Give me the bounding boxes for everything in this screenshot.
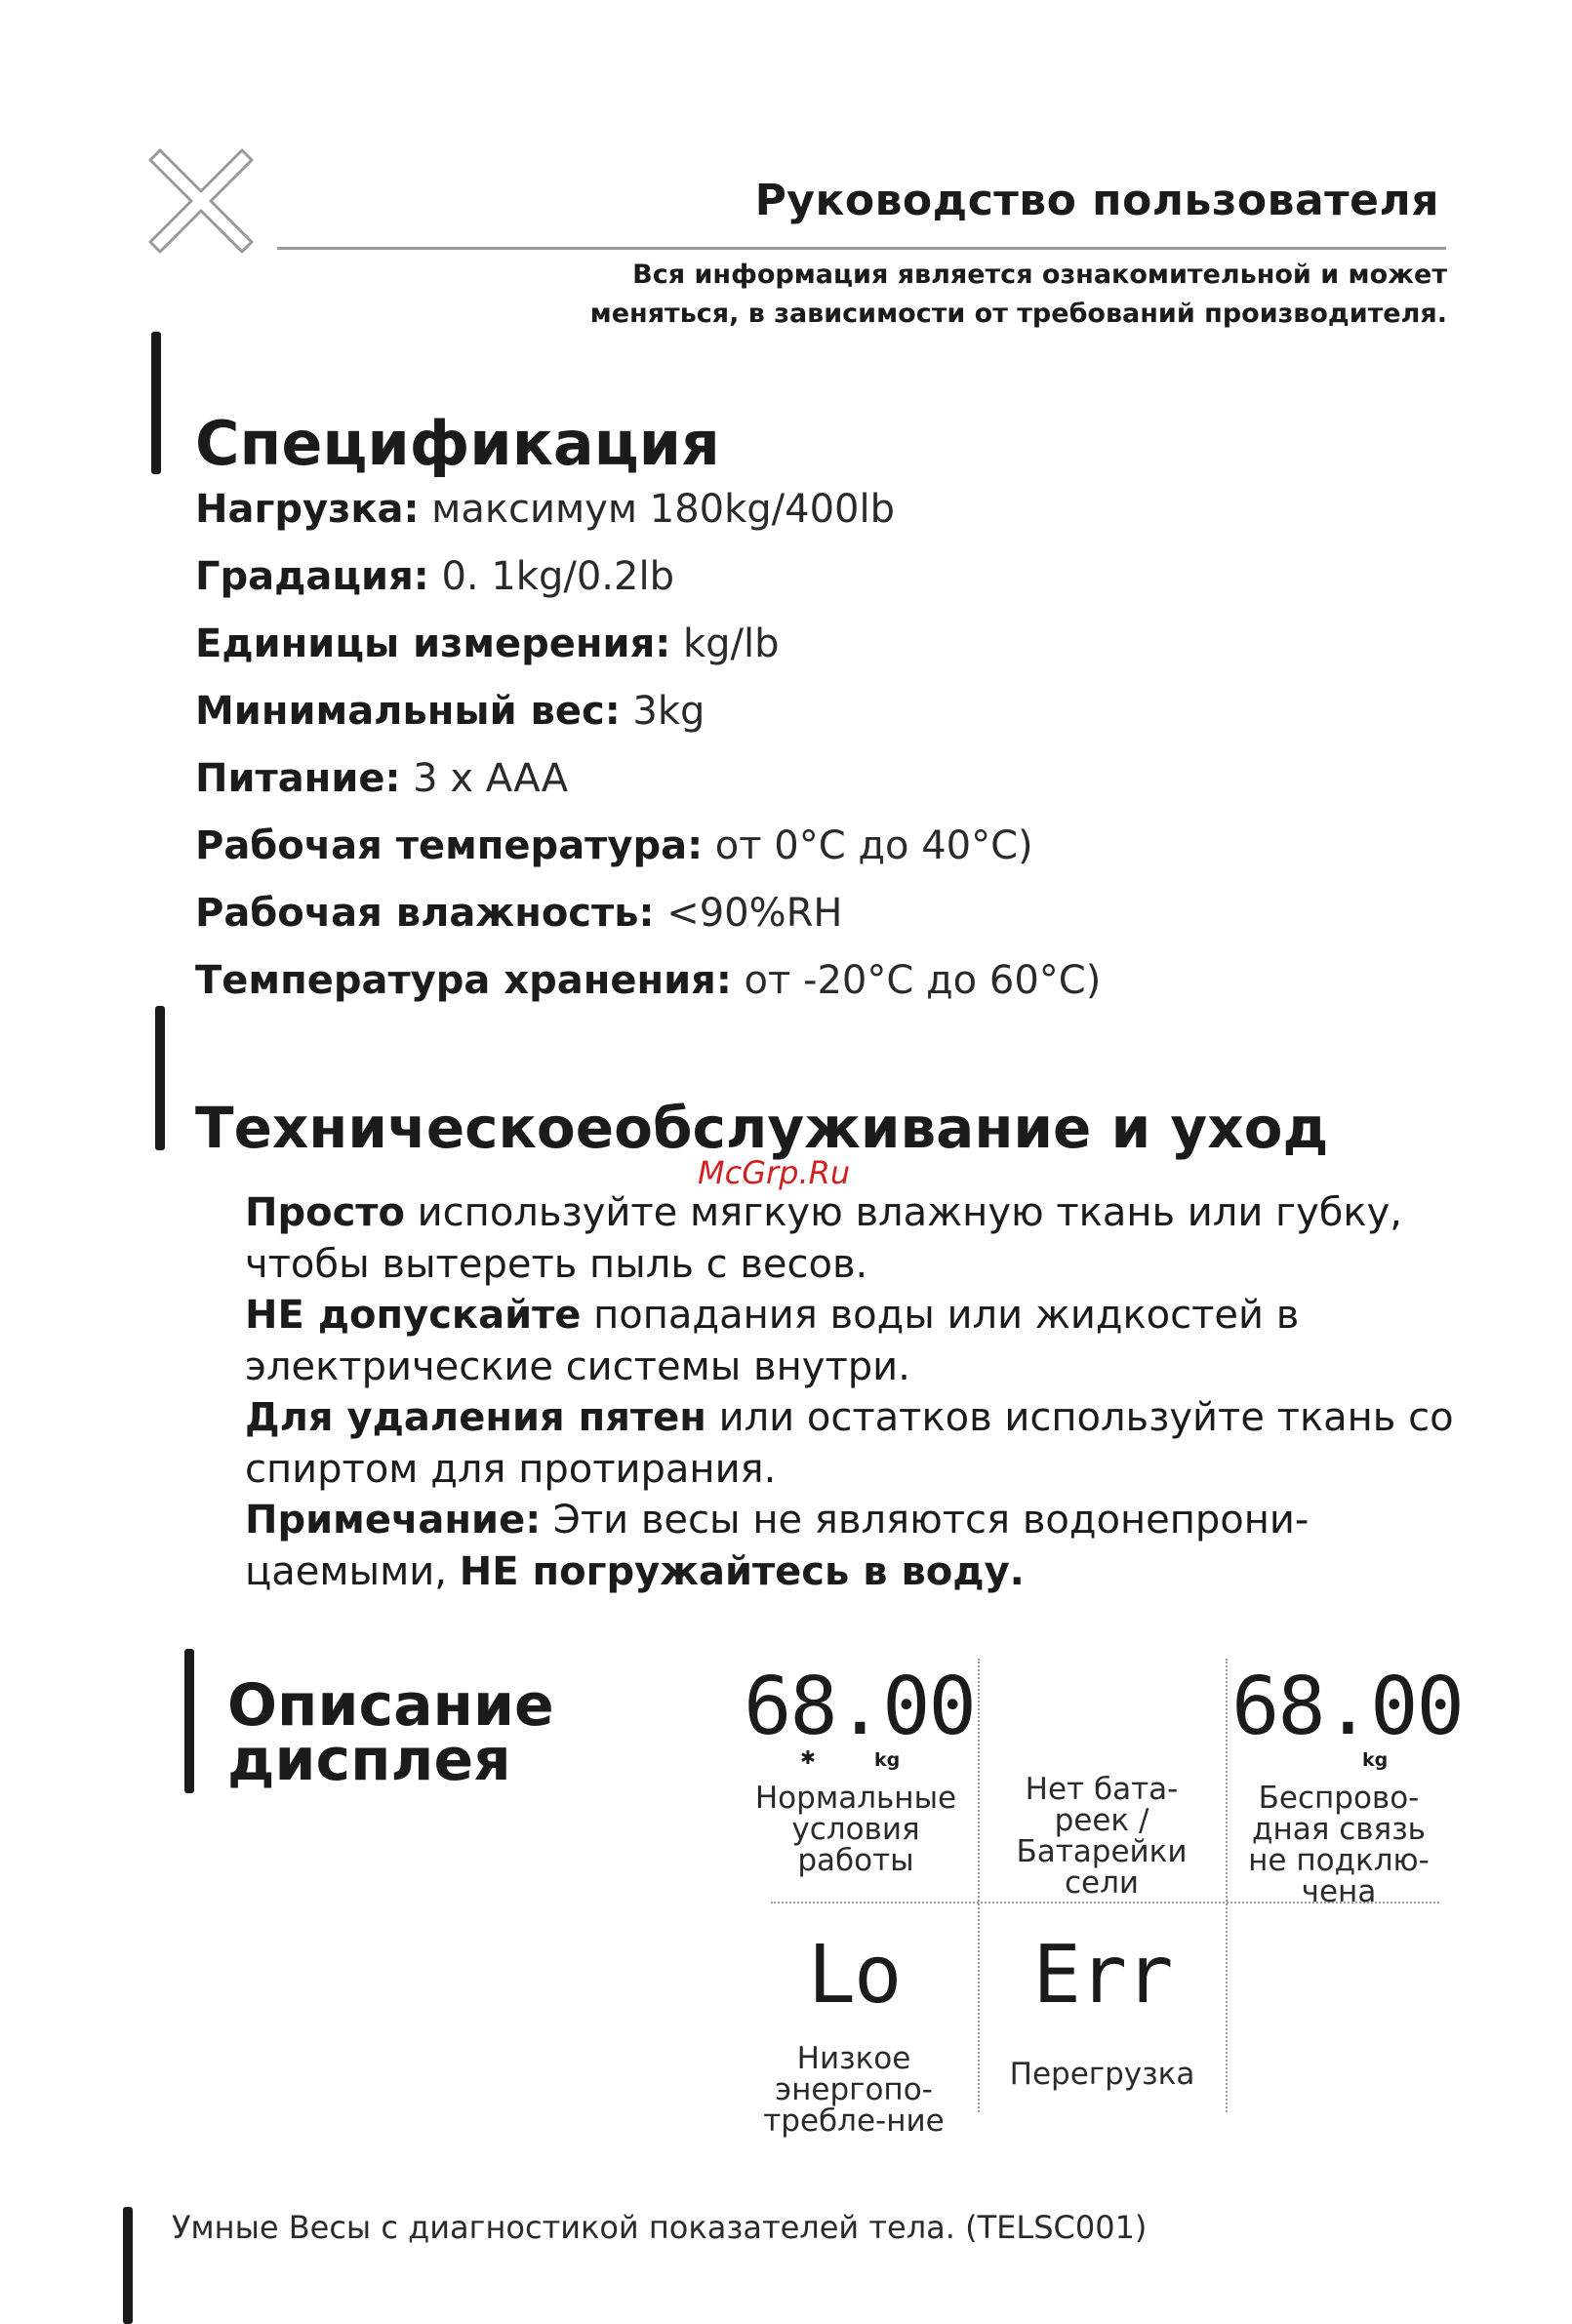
grid-divider-vertical-2 [1226,1659,1228,2112]
display-cell-low-power [751,1929,956,2139]
spec-list [195,476,1101,1015]
spec-key: Градация: [195,554,429,599]
spec-value: 0. 1kg/0.2lb [428,554,674,599]
spec-value: 3 x AAA [400,756,569,801]
lcd-readout: Lo [807,1929,901,2022]
spec-row-graduation [195,543,1101,611]
section-marker-spec [151,332,161,474]
disclaimer-line-2: меняться, в зависимости от требований производителя. [589,299,1447,329]
spec-key: Нагрузка: [195,487,420,532]
display-cell-overload [988,1929,1217,2092]
lcd-readout: 68.00 [744,1661,975,1753]
display-cell-normal [744,1661,975,1878]
emphasis: Для удаления пятен [245,1395,706,1440]
cell-caption: Беспрово-дная связь не подклю-чена [1248,1781,1430,1909]
cell-caption: Перегрузка [1009,2057,1195,2092]
emphasis: Просто [245,1190,405,1235]
spec-key: Минимальный вес: [195,689,621,734]
emphasis: НЕ погружайтесь в воду. [459,1548,1025,1594]
maintenance-body [245,1187,1474,1597]
display-title-line-2: дисплея [227,1726,511,1794]
spec-row-min-weight [195,678,1101,745]
display-cell-no-battery [993,1774,1210,1899]
unit-label: kg [874,1749,901,1771]
display-title-line-1: Описание [227,1671,554,1740]
paragraph-text: или остатков используйте ткань со спиртом для протирания. [245,1395,1454,1492]
section-marker-display [184,1649,194,1793]
watermark: McGrp.Ru [698,1154,851,1191]
emphasis: НЕ допускайте [245,1293,582,1338]
cell-caption: Нет бата-реек / Батарейки сели [1016,1772,1188,1901]
lcd-readout: Err [1032,1929,1172,2022]
spec-value: 3kg [620,689,705,734]
spec-row-operating-temp [195,813,1101,880]
spec-key: Рабочая влажность: [195,891,655,936]
spec-row-power [195,745,1101,813]
cell-caption: Нормальные условия работы [754,1781,957,1878]
display-title [227,1671,554,1794]
spec-key: Температура хранения: [195,958,732,1003]
maintenance-paragraph-3 [245,1392,1474,1495]
spec-row-storage-temp [195,947,1101,1015]
lcd-readout: 68.00 [1231,1661,1463,1753]
header-disclaimer [471,256,1447,334]
header-divider [277,247,1446,250]
display-cell-wireless-off [1231,1661,1463,1909]
spec-value: kg/lb [670,621,780,666]
unit-label: kg [1362,1749,1389,1771]
lcd-indicators [744,1747,968,1773]
paragraph-text: попадания воды или жидкостей в электрические системы внутри. [245,1293,1300,1389]
maintenance-paragraph-2 [245,1290,1474,1392]
footer-product-name: Умные Весы с диагностикой показателей тела. (TELSC001) [172,2209,1148,2246]
spec-value: от -20°C до 60°C) [731,958,1102,1003]
spec-value: от 0°C до 40°C) [703,823,1033,868]
bluetooth-icon: ✱ [800,1747,816,1769]
grid-divider-vertical-1 [978,1659,980,2112]
header-title: Руководство пользователя [754,176,1439,225]
spec-key: Питание: [195,756,401,801]
section-marker-maintenance [155,1006,165,1150]
footer-marker [123,2207,133,2324]
maintenance-paragraph-1 [245,1187,1474,1290]
maintenance-title: Техническоеобслуживание и уход [195,1095,1329,1161]
spec-value: максимум 180kg/400lb [419,487,895,532]
spec-key: Рабочая температура: [195,823,704,868]
spec-title: Спецификация [195,408,720,479]
emphasis: Примечание: [245,1498,542,1543]
paragraph-text: используйте мягкую влажную ткань или губку, чтобы вытереть пыль с весов. [245,1190,1402,1287]
brand-x-logo [146,146,256,256]
maintenance-paragraph-4 [245,1495,1474,1597]
cell-caption: Низкое энергопо-требле-ние [763,2041,945,2139]
disclaimer-line-1: Вся информация является ознакомительной и может [632,260,1447,290]
paragraph-text: Эти весы не являются водонепрони-цаемыми, [245,1498,1310,1594]
spec-row-units [195,611,1101,678]
lcd-indicators [1231,1751,1446,1773]
spec-key: Единицы измерения: [195,621,671,666]
spec-value: <90%RH [654,891,843,936]
spec-row-load [195,476,1101,543]
spec-row-humidity [195,880,1101,947]
